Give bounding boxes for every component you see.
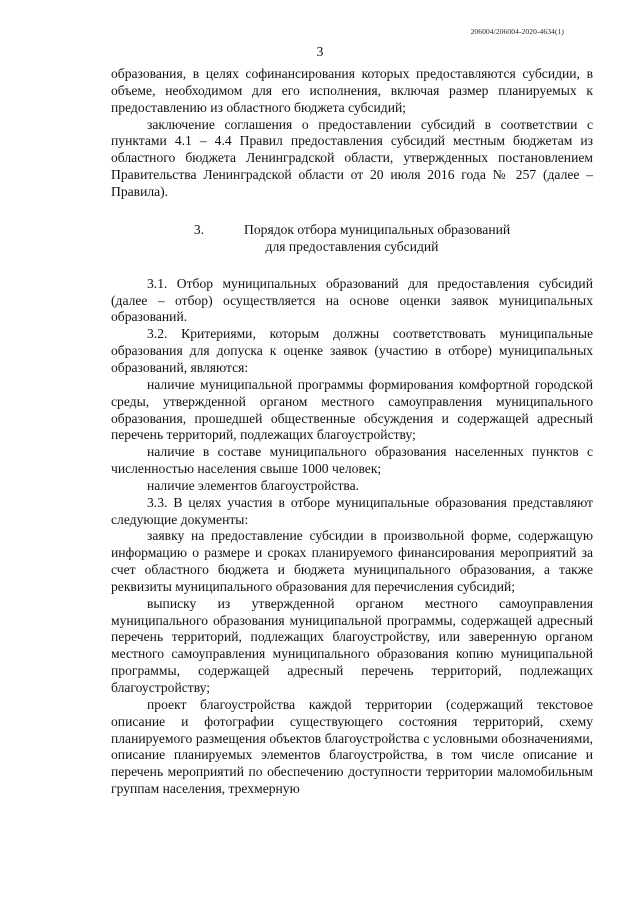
paragraph: 3.1. Отбор муниципальных образований для предоставления субсидий (далее – отбор) осуществляется на основе оценки заявок муниципальных образований. (111, 275, 593, 325)
paragraph: выписку из утвержденной органом местного самоуправления муниципального образования муниципальной программы, содержащей адресный перечень территорий, подлежащих благоустройству, или заверенную органом местного самоуправления муниципального образования копию муниципальной программы, содержащей адресный перечень территорий, подлежащих благоустройству; (111, 595, 593, 695)
page-number: 3 (316, 44, 324, 59)
paragraph: наличие муниципальной программы формирования комфортной городской среды, утвержденной органом местного самоуправления муниципального образования, прошедшей общественные обсуждения и содержащей адресный перечень территорий, подлежащих благоустройству; (111, 376, 593, 443)
paragraph: 3.2. Критериями, которым должны соответствовать муниципальные образования для допуска к оценке заявок (участию в отборе) муниципальных образований, являются: (111, 326, 593, 375)
paragraph: образования, в целях софинансирования которых предоставляются субсидии, в объеме, необходимом для его исполнения, включая размер планируемых к предоставлению из областного бюджета субсидий; (111, 66, 593, 115)
paragraph: проект благоустройства каждой территории (содержащий текстовое описание и фотографии существующего состояния территорий, схему планируемого размещения объектов благоустройства с условными обозначениями, описание планируемых элементов благоустройства, в том числе описание и перечень мероприятий по обеспечению доступности территории маломобильным группам населения, трехмерную (111, 696, 593, 797)
paragraph: наличие элементов благоустройства. (147, 477, 360, 493)
paragraph: заявку на предоставление субсидии в произвольной форме, содержащую информацию о размере и сроках планируемого финансирования мероприятий за счет областного бюджета и бюджета муниципального образования, а также реквизиты муниципального образования для перечисления субсидий; (111, 528, 593, 594)
document-body (111, 66, 593, 798)
paragraph: 3.3. В целях участия в отборе муниципальные образования представляют следующие документы: (111, 494, 593, 527)
section-title-line-2: для предоставления субсидий (265, 238, 439, 254)
section-number: 3. (193, 221, 205, 237)
section-heading (111, 221, 593, 255)
paragraph: заключение соглашения о предоставлении субсидий в соответствии с пунктами 4.1 – 4.4 Правил предоставления субсидий местным бюджетам из областного бюджета Ленинградской области, утвержденных постановлением Правительства Ленинградской области от 20 июля 2016 года № 257 (далее – Правила). (111, 116, 593, 199)
document-id: 206004/206004-2020-4634(1) (470, 27, 564, 36)
section-title-line-1: Порядок отбора муниципальных образований (244, 221, 511, 237)
paragraph: наличие в составе муниципального образования населенных пунктов с численностью населения свыше 1000 человек; (111, 444, 593, 477)
